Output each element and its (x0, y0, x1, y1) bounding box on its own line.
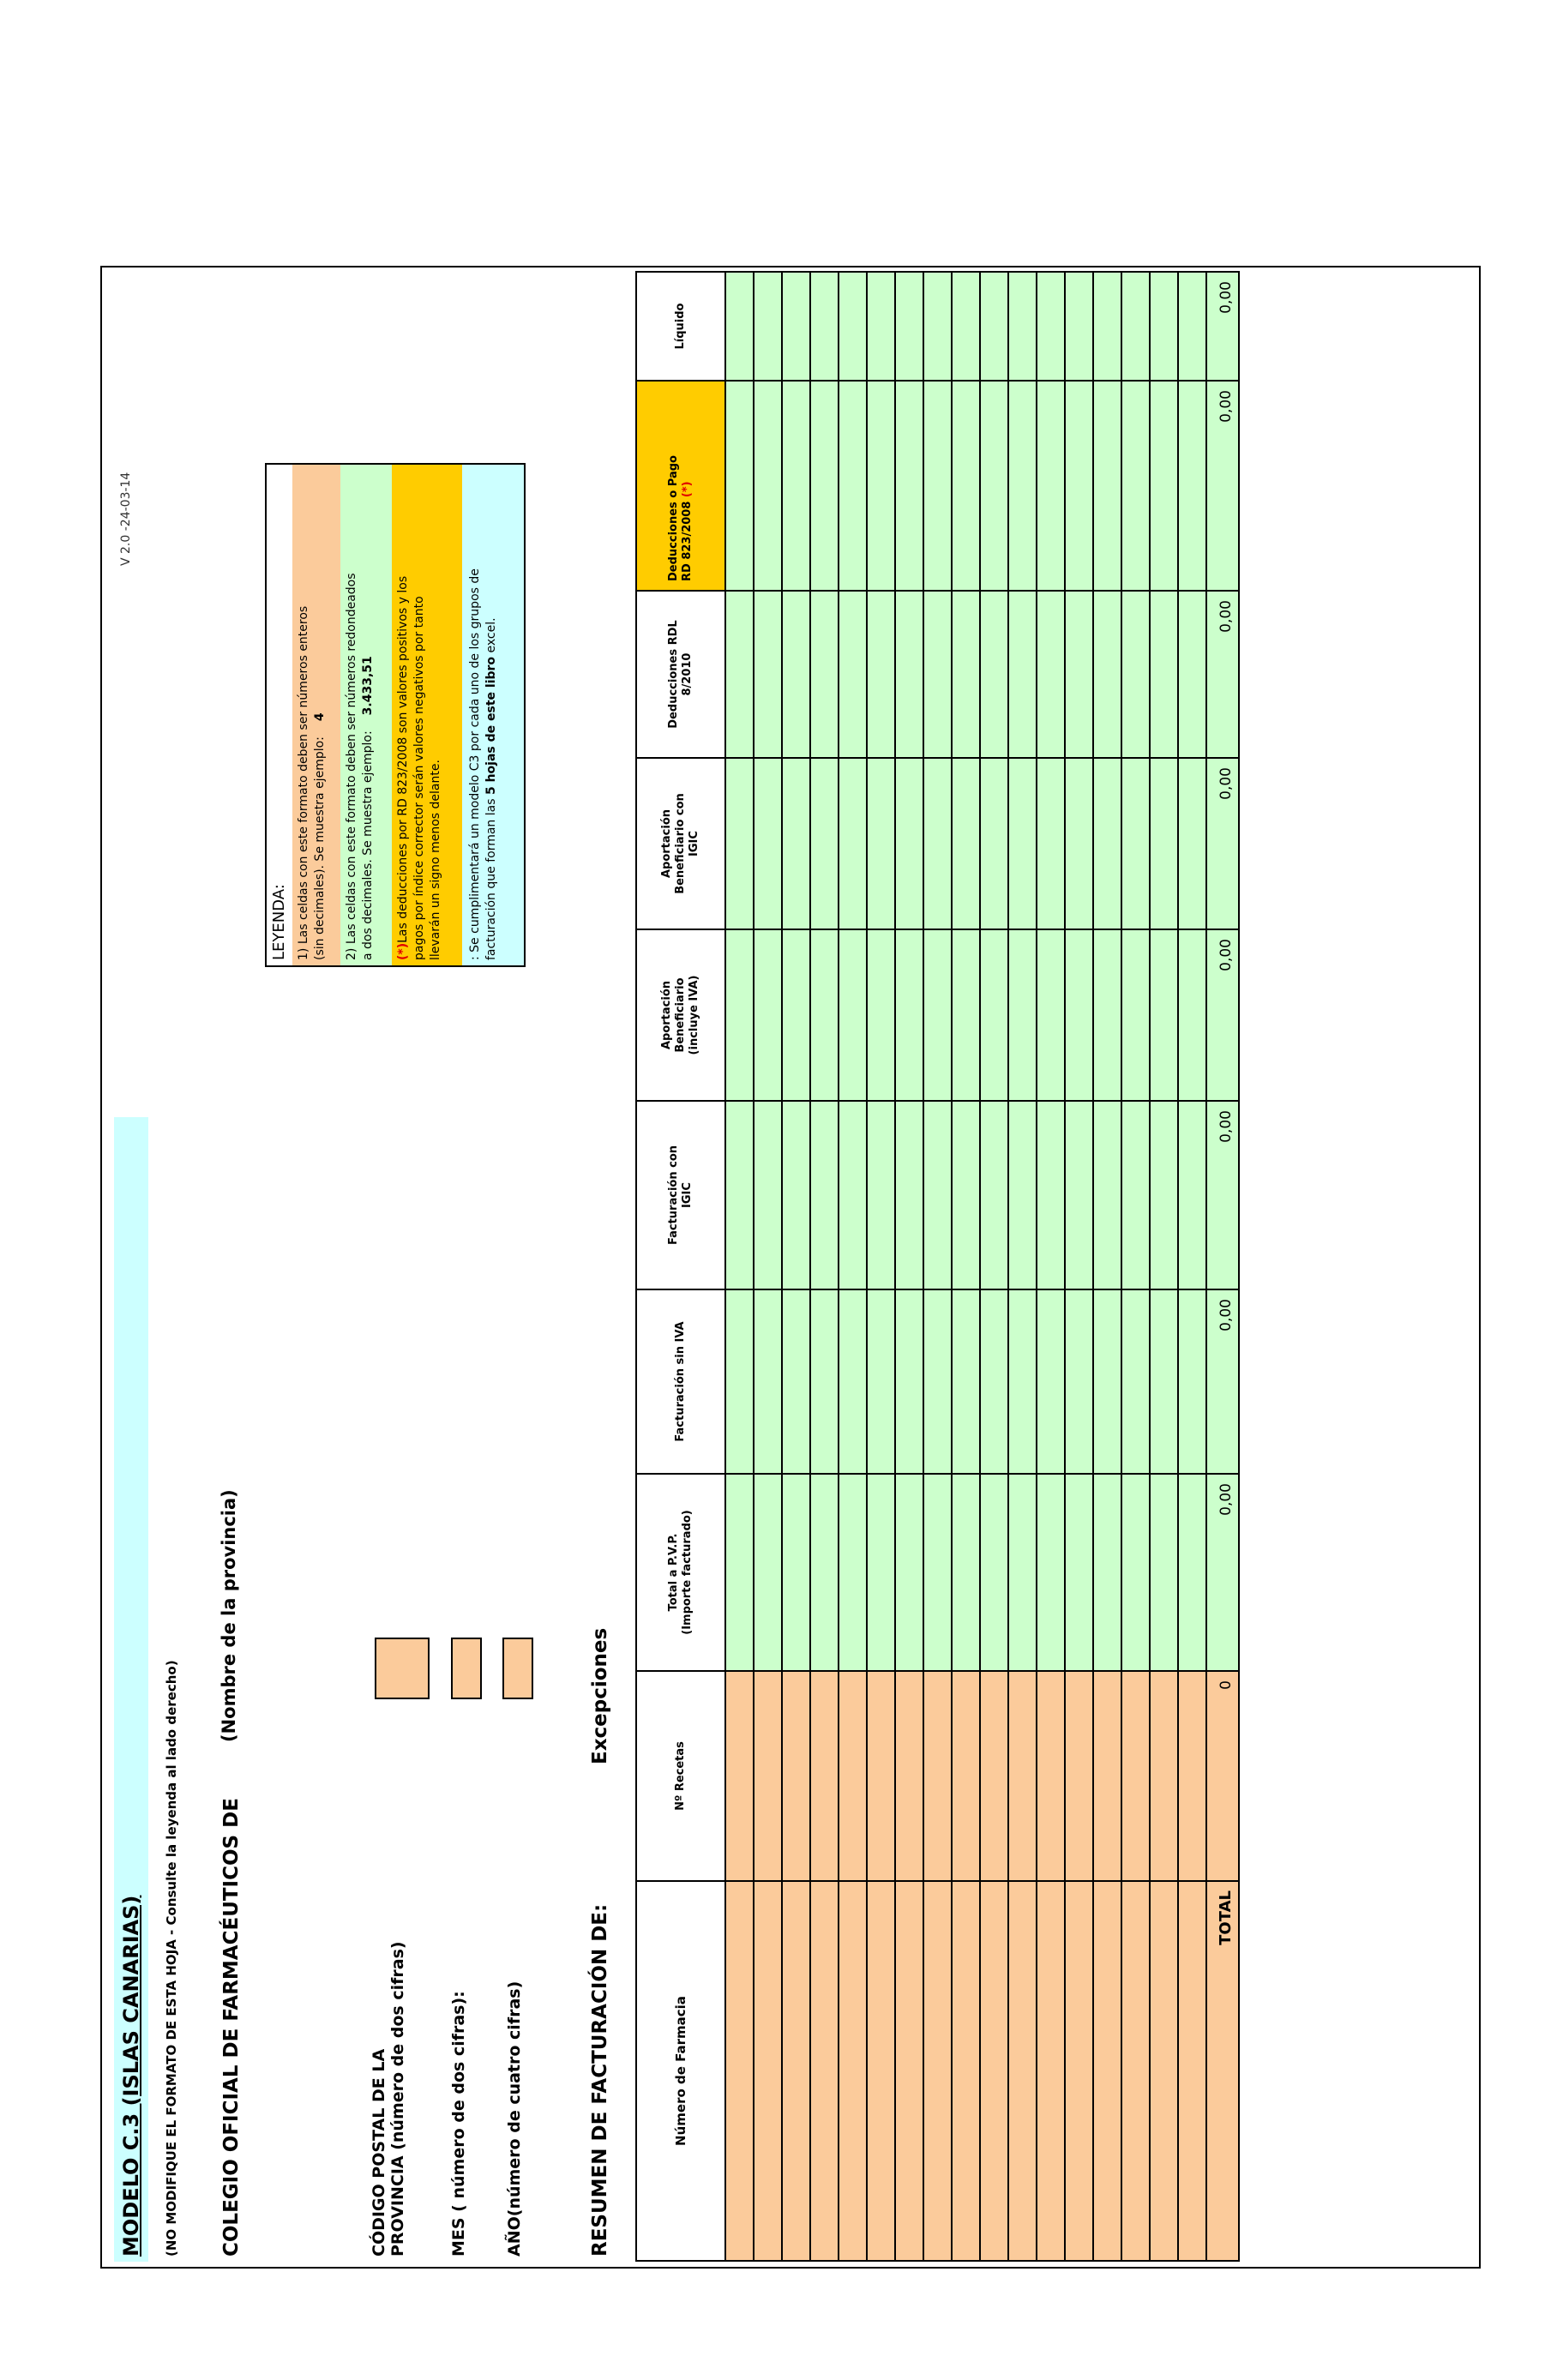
cell-n-recetas[interactable] (867, 1671, 895, 1881)
cell-n-recetas[interactable] (895, 1671, 923, 1881)
legend-decimal-example: 3.433,51 (361, 656, 375, 716)
cell-liquido[interactable] (1008, 272, 1037, 381)
table-row (867, 272, 895, 2261)
postal-code-label-line2: PROVINCIA (número de dos cifras) (388, 1941, 407, 2257)
cell-n-recetas[interactable] (754, 1671, 782, 1881)
cell-deducciones-rdl[interactable] (980, 591, 1008, 758)
apor-iva-line1: Aportación (660, 980, 673, 1050)
cell-facturacion-sin-iva[interactable] (1121, 1289, 1150, 1474)
format-notice: (NO MODIFIQUE EL FORMATO DE ESTA HOJA - Consulte la leyenda al lado derecho) (164, 1660, 179, 2257)
cell-aportacion-igic[interactable] (1037, 758, 1065, 929)
total-pvp: 0,00 (1206, 1474, 1239, 1671)
cell-aportacion-iva[interactable] (1093, 929, 1121, 1101)
table-row (1065, 272, 1093, 2261)
cell-facturacion-sin-iva[interactable] (923, 1289, 952, 1474)
table-row (1150, 272, 1178, 2261)
cell-liquido[interactable] (1150, 272, 1178, 381)
table-row (952, 272, 980, 2261)
cell-n-recetas[interactable] (839, 1671, 867, 1881)
legend-deductions-text1: Las deducciones por RD 823/2008 son valores positivos y los (396, 575, 410, 943)
total-label: TOTAL (1206, 1881, 1239, 2261)
cell-total-pvp[interactable] (980, 1474, 1008, 1671)
cell-aportacion-iva[interactable] (725, 929, 754, 1101)
col-header-aportacion-igic (636, 758, 725, 929)
table-row (839, 272, 867, 2261)
cell-deducciones-rdl[interactable] (810, 591, 839, 758)
legend-box (265, 463, 526, 967)
cell-aportacion-igic[interactable] (867, 758, 895, 929)
cell-deducciones-rd[interactable] (867, 381, 895, 591)
cell-deducciones-rdl[interactable] (1178, 591, 1206, 758)
cell-facturacion-sin-iva[interactable] (839, 1289, 867, 1474)
col-header-n-recetas: Nº Recetas (636, 1671, 725, 1881)
total-pvp-line1: Total a P.V.P. (667, 1533, 680, 1612)
billing-summary-table (635, 271, 1240, 2262)
cell-liquido[interactable] (867, 272, 895, 381)
summary-label: RESUMEN DE FACTURACIÓN DE: (589, 1903, 611, 2257)
table-row (980, 272, 1008, 2261)
cell-liquido[interactable] (1065, 272, 1093, 381)
cell-n-recetas[interactable] (782, 1671, 810, 1881)
cell-aportacion-iva[interactable] (1150, 929, 1178, 1101)
cell-liquido[interactable] (923, 272, 952, 381)
cell-deducciones-rd[interactable] (782, 381, 810, 591)
cell-facturacion-sin-iva[interactable] (867, 1289, 895, 1474)
cell-aportacion-igic[interactable] (782, 758, 810, 929)
total-n-recetas: 0 (1206, 1671, 1239, 1881)
version-label: V 2.0 -24-03-14 (119, 472, 133, 566)
cell-aportacion-igic[interactable] (839, 758, 867, 929)
cell-deducciones-rdl[interactable] (1008, 591, 1037, 758)
cell-n-recetas[interactable] (980, 1671, 1008, 1881)
legend-star-marker: (*) (396, 942, 410, 960)
cell-total-pvp[interactable] (867, 1474, 895, 1671)
total-deducciones-rdl: 0,00 (1206, 591, 1239, 758)
cell-deducciones-rdl[interactable] (923, 591, 952, 758)
legend-integer-example: 4 (313, 712, 327, 722)
cell-facturacion-sin-iva[interactable] (1008, 1289, 1037, 1474)
legend-title: LEYENDA: (270, 884, 288, 960)
cell-liquido[interactable] (1121, 272, 1150, 381)
province-name-field[interactable]: (Nombre de la provincia) (219, 1489, 239, 1742)
cell-aportacion-igic[interactable] (1093, 758, 1121, 929)
cell-aportacion-igic[interactable] (923, 758, 952, 929)
cell-deducciones-rd[interactable] (1065, 381, 1093, 591)
cell-deducciones-rd[interactable] (952, 381, 980, 591)
cell-numero-farmacia[interactable] (754, 1881, 782, 2261)
legend-note-line1: : Se cumplimentará un modelo C3 por cada uno de los grupos de (468, 568, 482, 960)
cell-liquido[interactable] (1037, 272, 1065, 381)
cell-facturacion-sin-iva[interactable] (782, 1289, 810, 1474)
col-header-deducciones-rd (636, 381, 725, 591)
cell-deducciones-rd[interactable] (1008, 381, 1037, 591)
cell-liquido[interactable] (725, 272, 754, 381)
cell-aportacion-iva[interactable] (1037, 929, 1065, 1101)
col-header-liquido: Líquido (636, 272, 725, 381)
cell-facturacion-igic[interactable] (867, 1101, 895, 1289)
cell-aportacion-iva[interactable] (980, 929, 1008, 1101)
legend-decimal-text: a dos decimales. Se muestra ejemplo: (361, 730, 375, 960)
cell-aportacion-iva[interactable] (1121, 929, 1150, 1101)
legend-note-text-a: facturación que forman las (484, 798, 498, 960)
apor-iva-line3: (incluye IVA) (688, 975, 700, 1055)
cell-numero-farmacia[interactable] (1008, 1881, 1037, 2261)
cell-deducciones-rdl[interactable] (1037, 591, 1065, 758)
cell-aportacion-iva[interactable] (867, 929, 895, 1101)
cell-deducciones-rdl[interactable] (1121, 591, 1150, 758)
cell-facturacion-sin-iva[interactable] (895, 1289, 923, 1474)
totals-row (1206, 272, 1239, 2261)
cell-facturacion-igic[interactable] (980, 1101, 1008, 1289)
cell-deducciones-rd[interactable] (1121, 381, 1150, 591)
cell-facturacion-igic[interactable] (1121, 1101, 1150, 1289)
table-row (895, 272, 923, 2261)
cell-aportacion-igic[interactable] (952, 758, 980, 929)
legend-deductions-line3: llevarán un signo menos delante. (429, 760, 442, 960)
cell-aportacion-iva[interactable] (1178, 929, 1206, 1101)
cell-numero-farmacia[interactable] (810, 1881, 839, 2261)
cell-facturacion-igic[interactable] (839, 1101, 867, 1289)
cell-facturacion-igic[interactable] (1178, 1101, 1206, 1289)
cell-total-pvp[interactable] (1037, 1474, 1065, 1671)
cell-facturacion-sin-iva[interactable] (754, 1289, 782, 1474)
apor-iva-line2: Beneficiario (674, 977, 687, 1053)
cell-deducciones-rdl[interactable] (725, 591, 754, 758)
total-deducciones-rd: 0,00 (1206, 381, 1239, 591)
col-header-total-pvp (636, 1474, 725, 1671)
cell-aportacion-igic[interactable] (1008, 758, 1037, 929)
cell-facturacion-sin-iva[interactable] (1150, 1289, 1178, 1474)
cell-total-pvp[interactable] (1150, 1474, 1178, 1671)
cell-deducciones-rd[interactable] (839, 381, 867, 591)
cell-n-recetas[interactable] (1121, 1671, 1150, 1881)
total-facturacion-sin-iva: 0,00 (1206, 1289, 1239, 1474)
model-title: MODELO C.3 (ISLAS CANARIAS) (114, 1117, 148, 2262)
apor-igic-line2: Beneficiario con (674, 793, 687, 894)
cell-liquido[interactable] (980, 272, 1008, 381)
total-pvp-line2: (Importe facturado) (681, 1510, 694, 1635)
apor-igic-line1: Aportación (660, 808, 673, 879)
table-row (754, 272, 782, 2261)
cell-facturacion-sin-iva[interactable] (1065, 1289, 1093, 1474)
cell-deducciones-rdl[interactable] (754, 591, 782, 758)
cell-deducciones-rd[interactable] (1093, 381, 1121, 591)
total-facturacion-igic: 0,00 (1206, 1101, 1239, 1289)
cell-liquido[interactable] (839, 272, 867, 381)
cell-numero-farmacia[interactable] (923, 1881, 952, 2261)
cell-aportacion-igic[interactable] (1178, 758, 1206, 929)
colegio-label: COLEGIO OFICIAL DE FARMACÉUTICOS DE (220, 1798, 243, 2257)
cell-aportacion-igic[interactable] (1065, 758, 1093, 929)
month-input[interactable] (451, 1638, 482, 1699)
legend-integer-text: (sin decimales). Se muestra ejemplo: (313, 736, 327, 960)
cell-aportacion-iva[interactable] (810, 929, 839, 1101)
cell-facturacion-igic[interactable] (923, 1101, 952, 1289)
postal-code-input[interactable] (375, 1638, 430, 1699)
legend-deductions-line1 (395, 470, 412, 960)
cell-total-pvp[interactable] (725, 1474, 754, 1671)
cell-facturacion-igic[interactable] (1065, 1101, 1093, 1289)
cell-n-recetas[interactable] (1037, 1671, 1065, 1881)
table-row (1008, 272, 1037, 2261)
cell-facturacion-sin-iva[interactable] (725, 1289, 754, 1474)
cell-aportacion-igic[interactable] (754, 758, 782, 929)
cell-n-recetas[interactable] (1150, 1671, 1178, 1881)
cell-total-pvp[interactable] (1093, 1474, 1121, 1671)
cell-total-pvp[interactable] (1121, 1474, 1150, 1671)
cell-numero-farmacia[interactable] (1093, 1881, 1121, 2261)
cell-numero-farmacia[interactable] (867, 1881, 895, 2261)
postal-code-label (370, 1888, 407, 2257)
table-body (725, 272, 1206, 2261)
cell-facturacion-igic[interactable] (1093, 1101, 1121, 1289)
cell-deducciones-rd[interactable] (895, 381, 923, 591)
cell-n-recetas[interactable] (1065, 1671, 1093, 1881)
legend-note-text-c: excel. (484, 617, 498, 653)
cell-liquido[interactable] (895, 272, 923, 381)
cell-total-pvp[interactable] (754, 1474, 782, 1671)
cell-liquido[interactable] (754, 272, 782, 381)
cell-aportacion-iva[interactable] (1065, 929, 1093, 1101)
cell-facturacion-igic[interactable] (754, 1101, 782, 1289)
legend-decimal-item (340, 465, 392, 965)
col-header-aportacion-iva (636, 929, 725, 1101)
cell-aportacion-iva[interactable] (754, 929, 782, 1101)
cell-total-pvp[interactable] (839, 1474, 867, 1671)
cell-deducciones-rdl[interactable] (839, 591, 867, 758)
cell-total-pvp[interactable] (1008, 1474, 1037, 1671)
cell-facturacion-igic[interactable] (1008, 1101, 1037, 1289)
cell-deducciones-rdl[interactable] (1093, 591, 1121, 758)
cell-aportacion-iva[interactable] (1008, 929, 1037, 1101)
cell-aportacion-iva[interactable] (782, 929, 810, 1101)
cell-deducciones-rdl[interactable] (1065, 591, 1093, 758)
cell-aportacion-igic[interactable] (725, 758, 754, 929)
postal-code-label-line1: CÓDIGO POSTAL DE LA (370, 2048, 388, 2257)
cell-facturacion-sin-iva[interactable] (810, 1289, 839, 1474)
cell-aportacion-iva[interactable] (895, 929, 923, 1101)
cell-aportacion-igic[interactable] (1150, 758, 1178, 929)
ded-rdl-line1: Deducciones RDL (667, 620, 680, 729)
cell-aportacion-iva[interactable] (923, 929, 952, 1101)
col-header-numero-farmacia: Número de Farmacia (636, 1881, 725, 2261)
cell-deducciones-rdl[interactable] (782, 591, 810, 758)
col-header-facturacion-sin-iva: Facturación sin IVA (636, 1289, 725, 1474)
fact-igic-line1: Facturación con (667, 1145, 680, 1246)
cell-deducciones-rd[interactable] (980, 381, 1008, 591)
spreadsheet-page (100, 266, 1481, 2269)
cell-liquido[interactable] (1178, 272, 1206, 381)
cell-numero-farmacia[interactable] (725, 1881, 754, 2261)
cell-facturacion-igic[interactable] (725, 1101, 754, 1289)
ded-rd-star: (*) (681, 481, 694, 498)
cell-numero-farmacia[interactable] (895, 1881, 923, 2261)
legend-deductions-item (392, 465, 462, 965)
fact-igic-line2: IGIC (681, 1182, 694, 1208)
cell-n-recetas[interactable] (1008, 1671, 1037, 1881)
cell-total-pvp[interactable] (1065, 1474, 1093, 1671)
cell-n-recetas[interactable] (952, 1671, 980, 1881)
cell-total-pvp[interactable] (895, 1474, 923, 1671)
cell-total-pvp[interactable] (923, 1474, 952, 1671)
cell-liquido[interactable] (1093, 272, 1121, 381)
cell-deducciones-rd[interactable] (810, 381, 839, 591)
cell-aportacion-igic[interactable] (810, 758, 839, 929)
cell-deducciones-rd[interactable] (754, 381, 782, 591)
cell-aportacion-igic[interactable] (895, 758, 923, 929)
cell-numero-farmacia[interactable] (1178, 1881, 1206, 2261)
table-row (725, 272, 754, 2261)
cell-facturacion-igic[interactable] (782, 1101, 810, 1289)
cell-aportacion-igic[interactable] (980, 758, 1008, 929)
cell-facturacion-igic[interactable] (1150, 1101, 1178, 1289)
cell-n-recetas[interactable] (923, 1671, 952, 1881)
col-header-deducciones-rdl (636, 591, 725, 758)
cell-deducciones-rd[interactable] (725, 381, 754, 591)
cell-liquido[interactable] (810, 272, 839, 381)
cell-n-recetas[interactable] (1093, 1671, 1121, 1881)
cell-facturacion-sin-iva[interactable] (1178, 1289, 1206, 1474)
cell-aportacion-igic[interactable] (1121, 758, 1150, 929)
year-input[interactable] (502, 1638, 533, 1699)
cell-total-pvp[interactable] (1178, 1474, 1206, 1671)
cell-numero-farmacia[interactable] (1121, 1881, 1150, 2261)
ded-rdl-line2: 8/2010 (681, 652, 694, 696)
cell-deducciones-rdl[interactable] (895, 591, 923, 758)
cell-n-recetas[interactable] (1178, 1671, 1206, 1881)
cell-deducciones-rd[interactable] (1178, 381, 1206, 591)
cell-deducciones-rd[interactable] (923, 381, 952, 591)
rotated-sheet-content (102, 267, 1481, 2269)
month-label: MES ( número de dos cifras): (449, 1991, 468, 2257)
cell-numero-farmacia[interactable] (1037, 1881, 1065, 2261)
cell-facturacion-igic[interactable] (1037, 1101, 1065, 1289)
ded-rd-text: RD 823/2008 (681, 501, 694, 581)
table-row (810, 272, 839, 2261)
cell-numero-farmacia[interactable] (839, 1881, 867, 2261)
cell-facturacion-sin-iva[interactable] (952, 1289, 980, 1474)
legend-deductions-line2: pagos por índice corrector serán valores negativos por tanto (412, 596, 426, 960)
col-header-facturacion-igic (636, 1101, 725, 1289)
table-row (1037, 272, 1065, 2261)
cell-facturacion-igic[interactable] (952, 1101, 980, 1289)
legend-note-line2 (484, 470, 500, 960)
cell-numero-farmacia[interactable] (782, 1881, 810, 2261)
cell-facturacion-sin-iva[interactable] (1093, 1289, 1121, 1474)
total-liquido: 0,00 (1206, 272, 1239, 381)
ded-rd-line2 (681, 390, 694, 581)
year-label: AÑO(número de cuatro cifras) (505, 1980, 524, 2257)
legend-note-item (462, 465, 524, 965)
legend-integer-item (292, 465, 340, 965)
cell-total-pvp[interactable] (782, 1474, 810, 1671)
legend-decimal-line1: 2) Las celdas con este formato deben ser números redondeados (345, 573, 358, 960)
cell-facturacion-igic[interactable] (810, 1101, 839, 1289)
cell-deducciones-rdl[interactable] (952, 591, 980, 758)
legend-integer-line1: 1) Las celdas con este formato deben ser números enteros (297, 605, 310, 960)
table-row (1093, 272, 1121, 2261)
table-header-row (636, 272, 725, 2261)
cell-deducciones-rdl[interactable] (1150, 591, 1178, 758)
cell-facturacion-sin-iva[interactable] (980, 1289, 1008, 1474)
table-row (782, 272, 810, 2261)
table-row (923, 272, 952, 2261)
legend-integer-line2 (312, 470, 328, 960)
summary-value: Excepciones (589, 1627, 611, 1764)
cell-deducciones-rd[interactable] (1150, 381, 1178, 591)
total-aportacion-igic: 0,00 (1206, 758, 1239, 929)
cell-liquido[interactable] (782, 272, 810, 381)
cell-total-pvp[interactable] (952, 1474, 980, 1671)
cell-numero-farmacia[interactable] (1150, 1881, 1178, 2261)
legend-decimal-line2 (360, 470, 376, 960)
cell-aportacion-iva[interactable] (952, 929, 980, 1101)
legend-note-text-b: 5 hojas de este libro (484, 656, 498, 796)
total-aportacion-iva: 0,00 (1206, 929, 1239, 1101)
cell-numero-farmacia[interactable] (1065, 1881, 1093, 2261)
cell-facturacion-sin-iva[interactable] (1037, 1289, 1065, 1474)
cell-liquido[interactable] (952, 272, 980, 381)
table-row (1178, 272, 1206, 2261)
cell-n-recetas[interactable] (725, 1671, 754, 1881)
ded-rd-line1: Deducciones o Pago (667, 455, 680, 581)
cell-deducciones-rd[interactable] (1037, 381, 1065, 591)
cell-numero-farmacia[interactable] (952, 1881, 980, 2261)
cell-deducciones-rdl[interactable] (867, 591, 895, 758)
cell-total-pvp[interactable] (810, 1474, 839, 1671)
cell-aportacion-iva[interactable] (839, 929, 867, 1101)
apor-igic-line3: IGIC (688, 831, 700, 856)
cell-facturacion-igic[interactable] (895, 1101, 923, 1289)
table-row (1121, 272, 1150, 2261)
cell-n-recetas[interactable] (810, 1671, 839, 1881)
cell-numero-farmacia[interactable] (980, 1881, 1008, 2261)
